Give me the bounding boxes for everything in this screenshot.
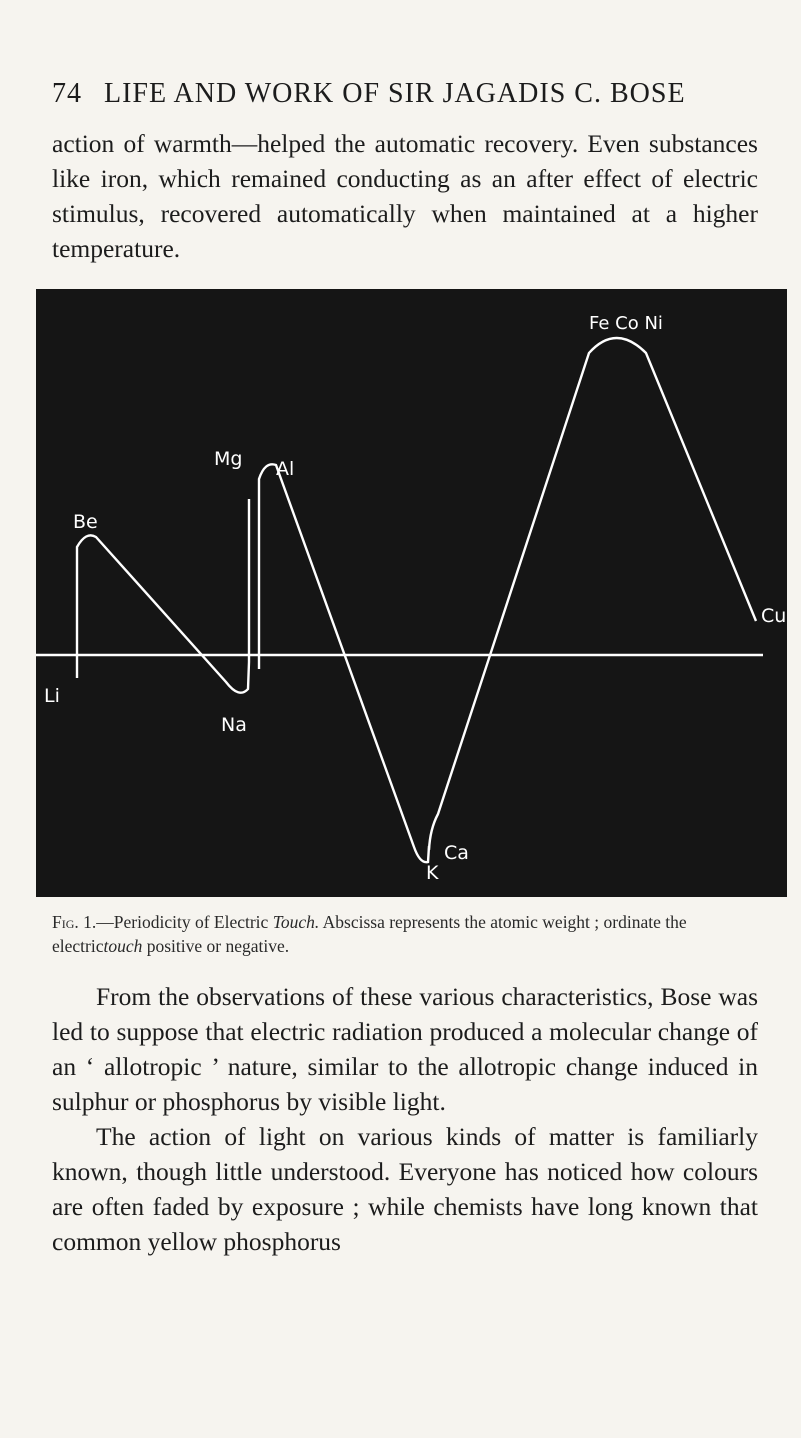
label-cu: Cu bbox=[761, 605, 787, 627]
label-na: Na bbox=[221, 714, 247, 736]
figure-caption bbox=[52, 910, 758, 958]
label-fe-co-ni: Fe Co Ni bbox=[589, 313, 663, 334]
caption-text-before: —Periodicity of Electric bbox=[96, 912, 273, 932]
periodicity-plot bbox=[36, 289, 787, 897]
label-al: Al bbox=[276, 458, 295, 480]
paragraph-3: The action of light on various kinds of matter is familiarly known, though little understood. Everyone has noticed how colours are often faded by exposure ; while chemists have long known that common yellow phosphorus bbox=[52, 1122, 758, 1256]
caption-text-after: positive or negative. bbox=[142, 936, 290, 956]
paragraph-top: action of warmth—helped the automatic recovery. Even substances like iron, which remained conducting as an after effect of electric stimulus, recovered automatically when maintained at a higher temperature. bbox=[52, 129, 758, 263]
periodicity-figure bbox=[36, 289, 787, 897]
figure-background bbox=[36, 289, 787, 897]
caption-text-middle: Abscissa represents the atomic weight ; ordinate the electric bbox=[52, 912, 687, 956]
label-li: Li bbox=[44, 685, 60, 707]
caption-label: Fig. 1. bbox=[52, 912, 97, 932]
paragraph-2: From the observations of these various characteristics, Bose was led to suppose that electric radiation produced a molecular change of an ‘ allotropic ’ nature, similar to the allotropic change induced in sulphur or phosphorus by visible light. bbox=[52, 982, 758, 1116]
caption-italic-term: Touch. bbox=[272, 912, 320, 932]
label-k: K bbox=[426, 862, 439, 884]
label-mg: Mg bbox=[214, 448, 243, 470]
caption-italic-term2: touch bbox=[103, 936, 143, 956]
page-number: 74 bbox=[52, 78, 82, 109]
label-ca: Ca bbox=[444, 842, 469, 864]
running-title: LIFE AND WORK OF SIR JAGADIS C. BOSE bbox=[104, 78, 686, 109]
label-be: Be bbox=[73, 511, 98, 533]
running-header bbox=[52, 78, 752, 110]
